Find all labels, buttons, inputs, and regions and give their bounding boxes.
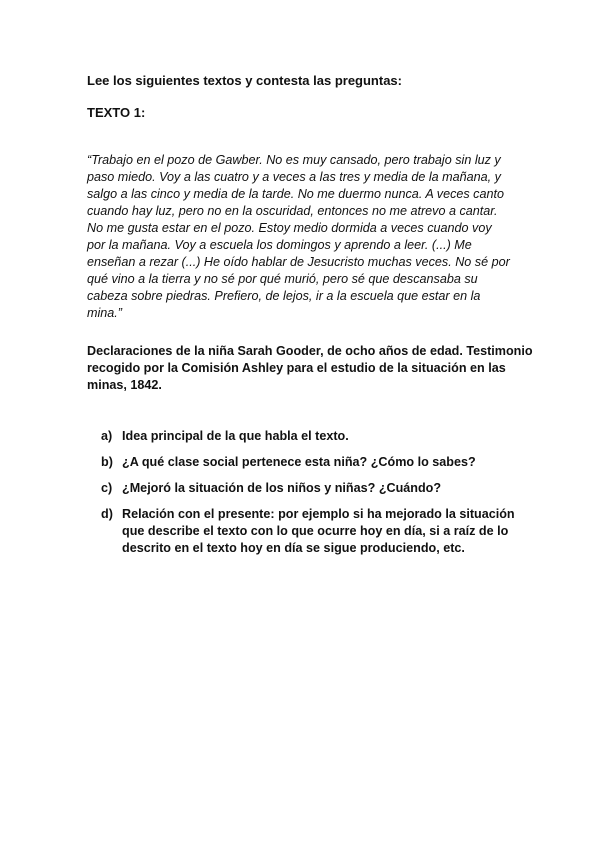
quote-line: qué vino a la tierra y no sé por qué murió, pero sé que descansaba su xyxy=(87,272,478,286)
question-marker: b) xyxy=(101,455,113,469)
question-text xyxy=(122,480,441,497)
question-list xyxy=(101,428,531,566)
question-item xyxy=(101,428,531,445)
question-line: Idea principal de la que habla el texto. xyxy=(122,429,349,443)
question-marker: d) xyxy=(101,507,113,521)
question-line: ¿A qué clase social pertenece esta niña? ¿Cómo lo sabes? xyxy=(122,455,476,469)
question-marker: a) xyxy=(101,429,113,443)
question-marker: c) xyxy=(101,481,113,495)
question-line: que describe el texto con lo que ocurre hoy en día, si a raíz de lo xyxy=(122,524,509,538)
question-line: descrito en el texto hoy en día se sigue produciendo, etc. xyxy=(122,541,465,555)
instruction-heading: Lee los siguientes textos y contesta las preguntas: xyxy=(87,73,402,88)
question-line: ¿Mejoró la situación de los niños y niñas? ¿Cuándo? xyxy=(122,481,442,495)
quote-line: No me gusta estar en el pozo. Estoy medio dormida a veces cuando voy xyxy=(87,221,492,235)
question-text xyxy=(122,506,515,557)
source-line: recogido por la Comisión Ashley para el estudio de la situación en las xyxy=(87,361,506,375)
quote-line: por la mañana. Voy a escuela los domingos y aprendo a leer. (...) Me xyxy=(87,238,472,252)
question-text xyxy=(122,454,476,471)
testimony-quote xyxy=(87,152,517,322)
question-text xyxy=(122,428,349,445)
question-item xyxy=(101,454,531,471)
quote-line: “Trabajo en el pozo de Gawber. No es muy cansado, pero trabajo sin luz y xyxy=(87,153,501,167)
question-item xyxy=(101,480,531,497)
source-line: Declaraciones de la niña Sarah Gooder, de ocho años de edad. Testimonio xyxy=(87,344,533,358)
text-1-heading: TEXTO 1: xyxy=(87,105,146,120)
quote-line: salgo a las cinco y media de la tarde. No me duermo nunca. A veces canto xyxy=(87,187,504,201)
question-line: Relación con el presente: por ejemplo si ha mejorado la situación xyxy=(122,507,515,521)
quote-line: enseñan a rezar (...) He oído hablar de Jesucristo muchas veces. No sé por xyxy=(87,255,510,269)
source-citation xyxy=(87,343,533,394)
quote-line: paso miedo. Voy a las cuatro y a veces a las tres y media de la mañana, y xyxy=(87,170,501,184)
source-line: minas, 1842. xyxy=(87,378,162,392)
question-item xyxy=(101,506,531,557)
quote-line: cuando hay luz, pero no en la oscuridad, entonces no me atrevo a cantar. xyxy=(87,204,498,218)
quote-line: cabeza sobre piedras. Prefiero, de lejos, ir a la escuela que estar en la xyxy=(87,289,481,303)
quote-line: mina.” xyxy=(87,306,122,320)
